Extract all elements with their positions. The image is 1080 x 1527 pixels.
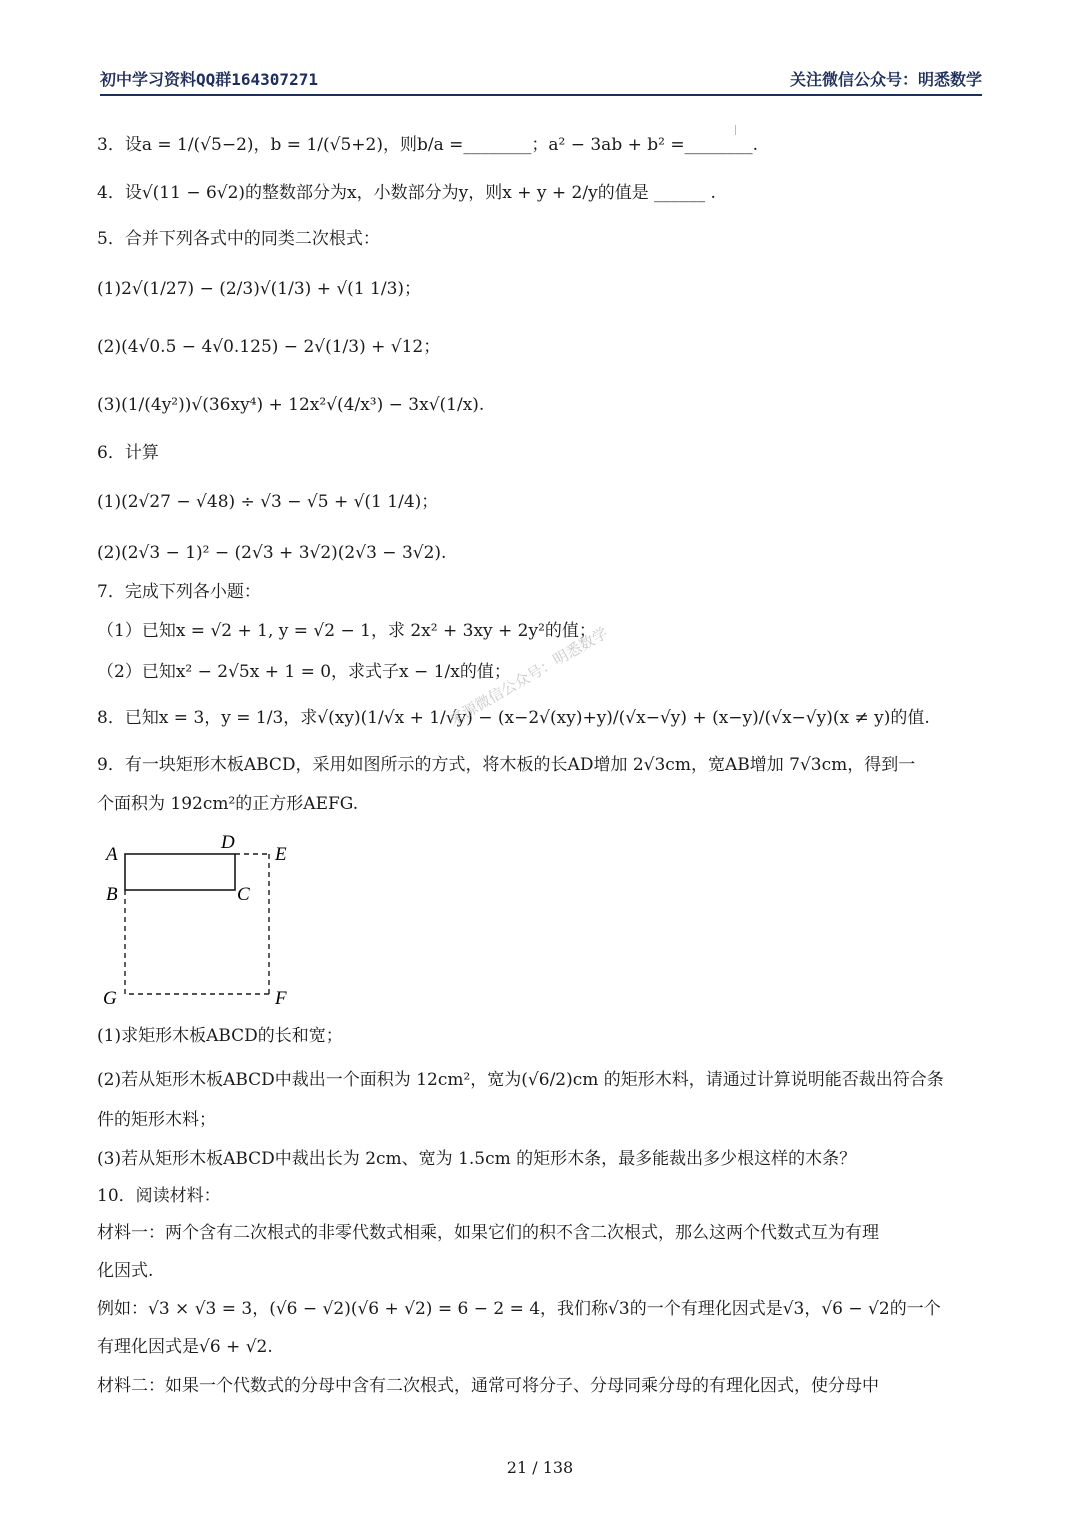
rectangle-diagram xyxy=(97,832,297,1012)
question-7-part-2: （2）已知x² − 2√5x + 1 = 0，求式子x − 1/x的值； xyxy=(97,662,511,682)
material-2-line-1: 材料二：如果一个代数式的分母中含有二次根式，通常可将分子、分母同乘分母的有理化因式，使分母中 xyxy=(97,1376,879,1396)
label-e: E xyxy=(275,844,287,865)
label-f: F xyxy=(275,988,287,1009)
question-8: 8．已知x = 3，y = 1/3，求√(xy)(1/√x + 1/√y) − (x−2√(xy)+y)/(√x−√y) + (x−y)/(√x−√y)(x ≠ y)的值. xyxy=(97,708,930,728)
question-5: 5．合并下列各式中的同类二次根式： xyxy=(97,229,380,249)
header-wechat: 关注微信公众号：明悉数学 xyxy=(789,70,982,89)
question-6-part-2: (2)(2√3 − 1)² − (2√3 + 3√2)(2√3 − 3√2). xyxy=(97,543,447,563)
question-7-part-1: （1）已知x = √2 + 1, y = √2 − 1，求 2x² + 3xy + 2y²的值； xyxy=(97,621,596,641)
label-d: D xyxy=(221,832,235,853)
question-5-part-3: (3)(1/(4y²))√(36xy⁴) + 12x²√(4/x³) − 3x√(1/x). xyxy=(97,395,485,415)
question-10: 10．阅读材料： xyxy=(97,1186,221,1206)
watermark: 来源微信公众号：明悉数学 xyxy=(446,623,611,730)
label-a: A xyxy=(106,844,118,865)
question-5-part-2: (2)(4√0.5 − 4√0.125) − 2√(1/3) + √12； xyxy=(97,337,441,357)
question-9-line-2: 个面积为 192cm²的正方形AEFG. xyxy=(97,794,359,814)
question-3: 3．设a = 1/(√5−2)，b = 1/(√5+2)，则b/a =________；a² − 3ab + b² =________. xyxy=(97,135,758,155)
example-line-2: 有理化因式是√6 + √2. xyxy=(97,1337,273,1357)
question-5-part-1: (1)2√(1/27) − (2/3)√(1/3) + √(1 1/3)； xyxy=(97,279,422,299)
page-header xyxy=(100,64,982,96)
page-number: 21 / 138 xyxy=(506,1458,574,1477)
question-7: 7．完成下列各小题： xyxy=(97,582,261,602)
question-9-part-3: (3)若从矩形木板ABCD中裁出长为 2cm、宽为 1.5cm 的矩形木条，最多能裁出多少根这样的木条？ xyxy=(97,1149,857,1169)
header-qq-group: 初中学习资料QQ群164307271 xyxy=(100,70,318,89)
question-9-part-2-line-2: 件的矩形木料； xyxy=(97,1110,216,1130)
label-g: G xyxy=(103,988,117,1009)
question-9-part-1: (1)求矩形木板ABCD的长和宽； xyxy=(97,1026,343,1046)
material-1-line-1: 材料一：两个含有二次根式的非零代数式相乘，如果它们的积不含二次根式，那么这两个代数式互为有理 xyxy=(97,1223,879,1243)
question-4: 4．设√(11 − 6√2)的整数部分为x，小数部分为y，则x + y + 2/y的值是 ______ . xyxy=(97,183,716,203)
example-line-1: 例如：√3 × √3 = 3，(√6 − √2)(√6 + √2) = 6 − 2 = 4，我们称√3的一个有理化因式是√3，√6 − √2的一个 xyxy=(97,1299,941,1319)
rectangle-abcd xyxy=(125,854,235,890)
question-6-part-1: (1)(2√27 − √48) ÷ √3 − √5 + √(1 1/4)； xyxy=(97,492,439,512)
question-9-part-2-line-1: (2)若从矩形木板ABCD中裁出一个面积为 12cm²，宽为(√6/2)cm 的矩形木料，请通过计算说明能否裁出符合条 xyxy=(97,1070,944,1090)
question-9-line-1: 9．有一块矩形木板ABCD，采用如图所示的方式，将木板的长AD增加 2√3cm，宽AB增加 7√3cm，得到一 xyxy=(97,755,916,775)
question-6: 6．计算 xyxy=(97,443,159,463)
material-1-line-2: 化因式. xyxy=(97,1261,154,1281)
label-c: C xyxy=(237,884,250,905)
label-b: B xyxy=(106,884,118,905)
